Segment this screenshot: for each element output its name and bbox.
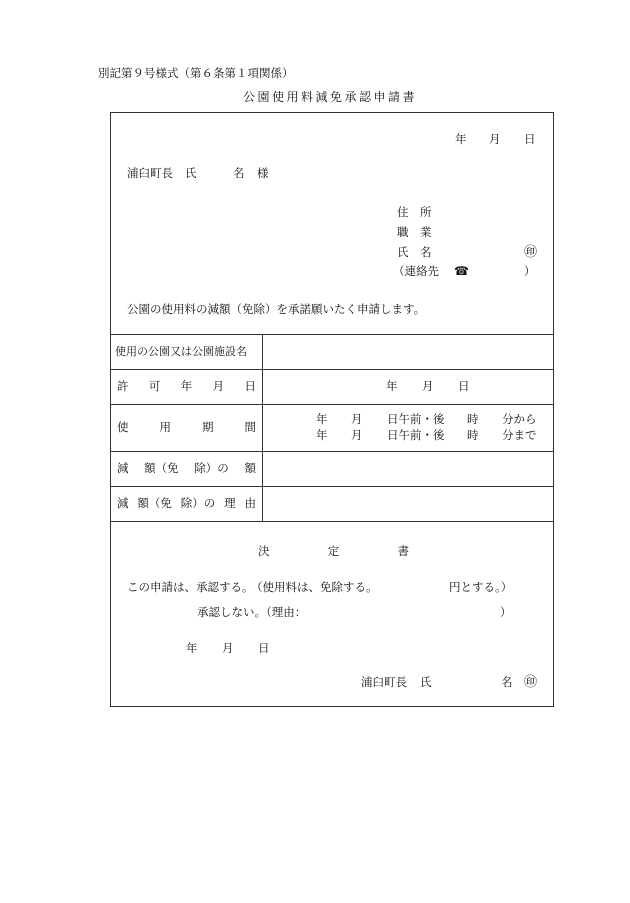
park-name-label: 使用の公園又は公園施設名 xyxy=(115,345,247,358)
permit-date-label-char: 可 xyxy=(148,379,161,393)
reduction-amount-label-part: 額 xyxy=(244,461,256,475)
usage-period-label-char: 間 xyxy=(244,420,256,434)
reduction-reason-label-part: 減 xyxy=(117,496,129,510)
addressee-shi: 氏 xyxy=(185,166,197,180)
signer-name: 名 xyxy=(501,675,513,689)
permit-date-label-char: 許 xyxy=(117,379,129,393)
permit-date-month: 月 xyxy=(422,379,434,393)
application-date-day: 日 xyxy=(524,132,536,146)
reduction-reason-label-part: 理 xyxy=(224,496,236,510)
reject-text: 承認しない。（理由： xyxy=(197,605,307,619)
decision-date-month: 月 xyxy=(222,641,234,655)
decision-title-char: 定 xyxy=(327,544,340,558)
period-end-minute: 分まで xyxy=(502,428,537,442)
decision-title-char: 決 xyxy=(258,544,270,558)
period-start-month: 月 xyxy=(351,412,363,426)
reduction-reason-label xyxy=(117,498,256,510)
usage-period-label xyxy=(117,422,256,434)
decision-date-day: 日 xyxy=(258,641,270,655)
application-date-month: 月 xyxy=(489,132,501,146)
reduction-reason-label-part: 額（免 xyxy=(137,496,172,510)
application-date-year: 年 xyxy=(455,132,467,146)
request-statement: 公園の使用料の減額（免除）を承諾願いたく申請します。 xyxy=(127,302,426,316)
addressee-sama: 様 xyxy=(257,166,269,180)
permit-date-day: 日 xyxy=(458,379,470,393)
period-start-hour: 時 xyxy=(467,412,479,426)
decision-title-char: 書 xyxy=(397,544,409,558)
address-label: 住 所 xyxy=(397,205,432,219)
period-start-minute: 分から xyxy=(502,412,537,426)
period-end-hour: 時 xyxy=(467,428,479,442)
period-end-day-ampm: 日午前・後 xyxy=(387,428,445,442)
reduction-reason-label-part: 除）の xyxy=(180,496,216,510)
reduction-reason-label-part: 由 xyxy=(244,496,256,510)
period-start-year: 年 xyxy=(316,412,328,426)
permit-date-label-char: 年 xyxy=(180,379,193,393)
addressee-town: 浦臼町長 xyxy=(127,166,173,180)
contact-close: ） xyxy=(524,264,536,278)
decision-title xyxy=(258,546,409,558)
decision-date-year: 年 xyxy=(186,641,198,655)
period-start-day-ampm: 日午前・後 xyxy=(387,412,445,426)
applicant-seal-mark: ㊞ xyxy=(524,245,538,260)
application-form xyxy=(110,112,554,707)
contact-open: （連絡先 xyxy=(393,264,439,278)
form-number: 別記第９号様式（第６条第１項関係） xyxy=(98,66,294,80)
occupation-label: 職 業 xyxy=(397,225,432,239)
usage-period-label-char: 期 xyxy=(202,420,214,434)
reduction-amount-label-part: 減 xyxy=(117,461,129,475)
approve-detail: （使用料は、免除する。 xyxy=(251,580,378,594)
signer-seal-mark: ㊞ xyxy=(524,675,538,690)
reduction-amount-label-part: 額（免 xyxy=(144,461,179,475)
applicant-name-label: 氏 名 xyxy=(397,245,432,259)
signer-town: 浦臼町長 xyxy=(361,675,407,689)
permit-date-label-char: 月 xyxy=(212,379,225,393)
period-end-month: 月 xyxy=(351,428,363,442)
approve-text: この申請は、承認する。 xyxy=(127,580,254,594)
permit-date-label-char: 日 xyxy=(244,379,256,393)
reject-close: ） xyxy=(500,605,512,619)
form-title: 公園使用料減免承認申請書 xyxy=(243,90,418,104)
approve-yen: 円とする。） xyxy=(449,580,513,594)
signer-shi: 氏 xyxy=(420,675,432,689)
addressee-name: 名 xyxy=(233,166,245,180)
phone-icon: ☎ xyxy=(454,264,469,278)
permit-date-year: 年 xyxy=(386,379,398,393)
reduction-amount-label-part: 除）の xyxy=(194,461,229,475)
reduction-amount-label xyxy=(117,463,256,475)
period-end-year: 年 xyxy=(316,428,328,442)
usage-period-label-char: 用 xyxy=(159,420,171,434)
usage-period-label-char: 使 xyxy=(117,420,129,434)
permit-date-label xyxy=(117,381,256,393)
